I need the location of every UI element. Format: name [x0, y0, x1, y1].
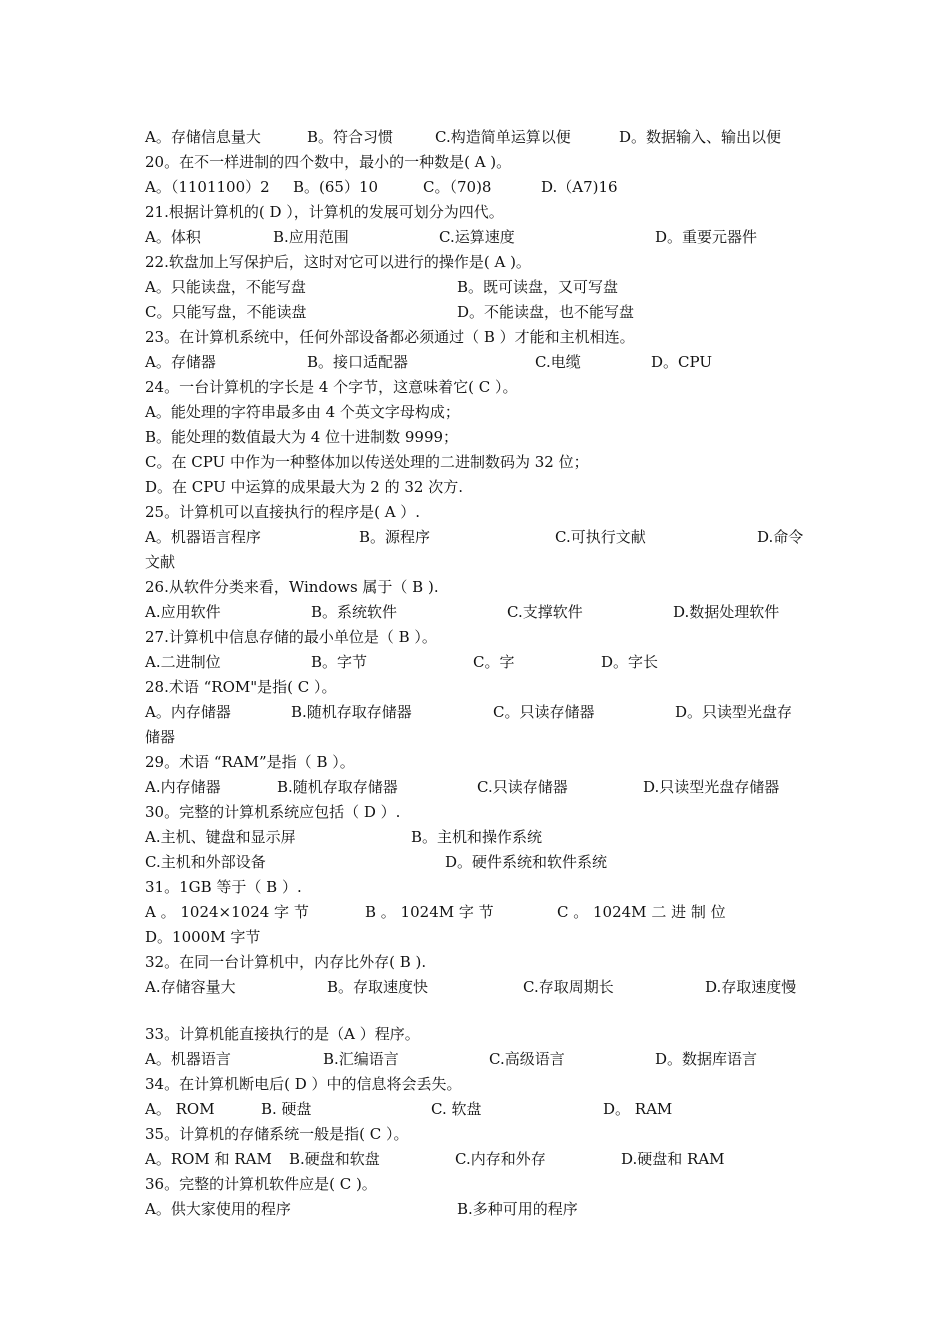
option-b: B。能处理的数值最大为 4 位十进制数 9999；	[145, 428, 459, 446]
option-b: B。存取速度快	[327, 978, 429, 996]
option-b: B.随机存取存储器	[291, 703, 412, 721]
option-d: D。数据输入、输出以便	[619, 128, 782, 146]
option-c: C.内存和外存	[455, 1150, 546, 1168]
option-a: A。 ROM	[145, 1100, 215, 1118]
option-a: A。（1101100）2	[145, 178, 270, 196]
option-a: A.二进制位	[145, 653, 221, 671]
option-a: A。内存储器	[145, 703, 231, 721]
option-c: C。只能写盘，不能读盘	[145, 303, 307, 321]
option-c: C。（70)8	[423, 178, 492, 196]
option-b: B.随机存取存储器	[277, 778, 398, 796]
question-28	[145, 675, 810, 699]
question-35	[145, 1122, 810, 1146]
question-29	[145, 750, 810, 774]
option-c: C.存取周期长	[523, 978, 614, 996]
option-a: A.存储容量大	[145, 978, 236, 996]
option-b: B.应用范围	[273, 228, 349, 246]
question-text: 23。在计算机系统中，任何外部设备都必须通过（ B ）才能和主机相连。	[145, 328, 635, 346]
question-text: 27.计算机中信息存储的最小单位是（ B ）。	[145, 628, 437, 646]
option-a: A。机器语言程序	[145, 528, 261, 546]
text-line	[145, 700, 810, 724]
option-b: B。系统软件	[311, 603, 398, 621]
question-text: 22.软盘加上写保护后，这时对它可以进行的操作是( A )。	[145, 253, 531, 271]
question-30	[145, 800, 810, 824]
question-23	[145, 325, 810, 349]
text-line	[145, 850, 810, 874]
question-36	[145, 1172, 810, 1196]
question-text: 20。在不一样进制的四个数中，最小的一种数是( A )。	[145, 153, 512, 171]
text-line	[145, 550, 810, 574]
option-c: C。只读存储器	[493, 703, 595, 721]
option-c: C.运算速度	[439, 228, 515, 246]
option-d: D.数据处理软件	[673, 603, 780, 621]
text-line	[145, 1147, 810, 1171]
option-a: A。存储信息量大	[145, 128, 261, 146]
option-d: D。不能读盘，也不能写盘	[457, 303, 635, 321]
text-line	[145, 600, 810, 624]
question-33	[145, 1022, 810, 1046]
option-a: A。只能读盘，不能写盘	[145, 278, 306, 296]
option-a: A。存储器	[145, 353, 216, 371]
question-text: 34。在计算机断电后( D ）中的信息将会丢失。	[145, 1075, 462, 1093]
question-text: 29。术语 “RAM”是指（ B ）。	[145, 753, 355, 771]
option-d: D。CPU	[651, 353, 712, 371]
option-d: D。重要元器件	[655, 228, 758, 246]
text-line	[145, 825, 810, 849]
option-c: C.只读存储器	[477, 778, 568, 796]
option-a: A 。 1024×1024 字 节	[145, 903, 309, 921]
text-line	[145, 225, 810, 249]
option-c: C.支撑软件	[507, 603, 583, 621]
text-line	[145, 425, 810, 449]
option-b: B。(65）10	[293, 178, 379, 196]
question-32	[145, 950, 810, 974]
option-b: B.多种可用的程序	[457, 1200, 578, 1218]
text-line	[145, 1197, 810, 1221]
wrapped-text: 储器	[145, 728, 176, 746]
text-line	[145, 1097, 810, 1121]
wrapped-text: 文献	[145, 553, 176, 571]
question-31	[145, 875, 810, 899]
question-text: 26.从软件分类来看，Windows 属于（ B ).	[145, 578, 439, 596]
option-c: C。在 CPU 中作为一种整体加以传送处理的二进制数码为 32 位；	[145, 453, 589, 471]
text-line	[145, 275, 810, 299]
text-line	[145, 300, 810, 324]
question-27	[145, 625, 810, 649]
question-text: 21.根据计算机的( D ），计算机的发展可划分为四代。	[145, 203, 504, 221]
option-d: D。在 CPU 中运算的成果最大为 2 的 32 次方.	[145, 478, 463, 496]
option-d: D.只读型光盘存储器	[643, 778, 780, 796]
text-line	[145, 975, 810, 999]
question-21	[145, 200, 810, 224]
option-b: B。符合习惯	[307, 128, 394, 146]
option-b: B。接口适配器	[307, 353, 409, 371]
option-a: A.内存储器	[145, 778, 221, 796]
option-d: D。硬件系统和软件系统	[445, 853, 608, 871]
question-text: 24。一台计算机的字长是 4 个字节，这意味着它( C ）。	[145, 378, 518, 396]
text-line	[145, 525, 810, 549]
option-c: C.高级语言	[489, 1050, 565, 1068]
option-c: C.可执行文献	[555, 528, 646, 546]
question-25	[145, 500, 810, 524]
text-line	[145, 175, 810, 199]
option-a: A.主机、键盘和显示屏	[145, 828, 296, 846]
option-b: B。既可读盘，又可写盘	[457, 278, 619, 296]
option-a: A。机器语言	[145, 1050, 231, 1068]
option-b: B。主机和操作系统	[411, 828, 543, 846]
question-text: 28.术语 “ROM"是指( C ）。	[145, 678, 337, 696]
text-line	[145, 350, 810, 374]
question-text: 36。完整的计算机软件应是( C )。	[145, 1175, 377, 1193]
text-line	[145, 1047, 810, 1071]
option-b: B 。 1024M 字 节	[365, 903, 494, 921]
option-a: A.应用软件	[145, 603, 221, 621]
option-c: C.电缆	[535, 353, 581, 371]
option-a: A。能处理的字符串最多由 4 个英文字母构成；	[145, 403, 460, 421]
question-24	[145, 375, 810, 399]
option-c: C.主机和外部设备	[145, 853, 266, 871]
text-line	[145, 125, 810, 149]
option-b: B。字节	[311, 653, 368, 671]
text-line	[145, 400, 810, 424]
option-b: B.硬盘和软盘	[289, 1150, 380, 1168]
question-20	[145, 150, 810, 174]
option-d: D.（A7)16	[541, 178, 618, 196]
option-d: D.命令	[757, 528, 804, 546]
question-text: 31。1GB 等于（ B ）.	[145, 878, 302, 896]
option-a: A。体积	[145, 228, 201, 246]
option-d: D.硬盘和 RAM	[621, 1150, 725, 1168]
option-d: D。只读型光盘存	[675, 703, 793, 721]
text-line	[145, 725, 810, 749]
option-d: D。字长	[601, 653, 659, 671]
question-text: 32。在同一台计算机中，内存比外存( B ).	[145, 953, 427, 971]
text-line	[145, 775, 810, 799]
question-34	[145, 1072, 810, 1096]
text-line	[145, 650, 810, 674]
option-d: D。数据库语言	[655, 1050, 758, 1068]
option-b: B. 硬盘	[261, 1100, 312, 1118]
question-text: 25。计算机可以直接执行的程序是( A ）.	[145, 503, 421, 521]
text-line	[145, 925, 810, 949]
text-line	[145, 450, 810, 474]
option-b: B。源程序	[359, 528, 431, 546]
option-d: D.存取速度慢	[705, 978, 797, 996]
question-text: 33。计算机能直接执行的是（A ）程序。	[145, 1025, 420, 1043]
question-22	[145, 250, 810, 274]
option-b: B.汇编语言	[323, 1050, 399, 1068]
option-c: C。字	[473, 653, 515, 671]
option-d: D。1000M 字节	[145, 928, 261, 946]
question-26	[145, 575, 810, 599]
question-text: 30。完整的计算机系统应包括（ D ）.	[145, 803, 401, 821]
text-line	[145, 475, 810, 499]
option-a: A。ROM 和 RAM	[145, 1150, 272, 1168]
question-text: 35。计算机的存储系统一般是指( C ）。	[145, 1125, 409, 1143]
option-a: A。供大家使用的程序	[145, 1200, 291, 1218]
text-line	[145, 900, 810, 924]
option-c: C 。 1024M 二 进 制 位	[557, 903, 726, 921]
option-c: C.构造简单运算以便	[435, 128, 571, 146]
option-d: D。 RAM	[603, 1100, 673, 1118]
option-c: C. 软盘	[431, 1100, 482, 1118]
